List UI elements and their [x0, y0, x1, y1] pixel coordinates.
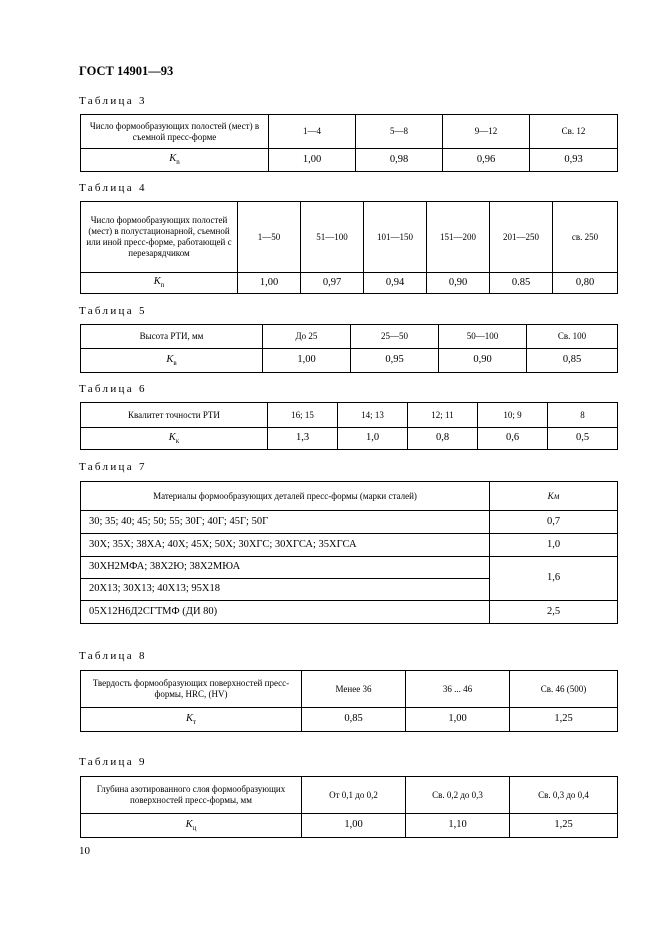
table6-col: 16; 15 — [268, 403, 338, 428]
table6-col: 14; 13 — [338, 403, 408, 428]
table3-col: 9—12 — [443, 115, 530, 149]
table9-symbol: $K_ц$ — [81, 814, 302, 838]
table4-value: 0,80 — [553, 273, 618, 294]
table4-col: св. 250 — [553, 202, 618, 273]
table6-value: 1,3 — [268, 428, 338, 450]
table7-material: 20Х13; 30Х13; 40Х13; 95Х18 — [81, 579, 490, 601]
table8 — [80, 670, 618, 732]
table6-value: 0,5 — [548, 428, 618, 450]
table5-header-label: Высота РТИ, мм — [81, 325, 263, 349]
page-number: 10 — [79, 845, 90, 857]
table5-value: 0,85 — [527, 349, 618, 373]
table9-value: 1,25 — [510, 814, 618, 838]
table8-value: 0,85 — [302, 708, 406, 732]
table4-value: 0.85 — [490, 273, 553, 294]
table9-col: Св. 0,2 до 0,3 — [406, 777, 510, 814]
table4-value: 0,97 — [301, 273, 364, 294]
table4-col: 51—100 — [301, 202, 364, 273]
table5-caption: Таблица 5 — [79, 305, 147, 317]
table7-material: 30ХН2МФА; 38Х2Ю; 38Х2МЮА — [81, 557, 490, 579]
table3 — [80, 114, 618, 172]
table8-header-label: Твердость формообразующих поверхностей пресс-формы, HRC, (HV) — [81, 671, 302, 708]
table8-col: Менее 36 — [302, 671, 406, 708]
table5-value: 0,95 — [351, 349, 439, 373]
table3-value: 1,00 — [269, 149, 356, 172]
table8-value: 1,00 — [406, 708, 510, 732]
table8-col: Св. 46 (500) — [510, 671, 618, 708]
table3-caption: Таблица 3 — [79, 95, 147, 107]
table3-value: 0,96 — [443, 149, 530, 172]
table8-symbol: $K_т$ — [81, 708, 302, 732]
table6 — [80, 402, 618, 450]
table3-value: 0,98 — [356, 149, 443, 172]
table6-col: 12; 11 — [408, 403, 478, 428]
table7-value: 1,0 — [490, 534, 618, 557]
table7-material: 30; 35; 40; 45; 50; 55; 30Г; 40Г; 45Г; 50Г — [81, 511, 490, 534]
table9-col: Св. 0,3 до 0,4 — [510, 777, 618, 814]
table9 — [80, 776, 618, 838]
table5-symbol: $K_в$ — [81, 349, 263, 373]
table5-col: До 25 — [263, 325, 351, 349]
table5-value: 0,90 — [439, 349, 527, 373]
table9-caption: Таблица 9 — [79, 756, 147, 768]
table3-col: 1—4 — [269, 115, 356, 149]
table7-material: 05Х12Н6Д2СГТМФ (ДИ 80) — [81, 601, 490, 624]
table7-header-label: Материалы формообразующих деталей пресс-формы (марки сталей) — [81, 482, 490, 511]
table4-value: 0,94 — [364, 273, 427, 294]
table5-col: 25—50 — [351, 325, 439, 349]
table9-header-label: Глубина азотированного слоя формообразующих поверхностей пресс-формы, мм — [81, 777, 302, 814]
table5-col: 50—100 — [439, 325, 527, 349]
document-title: ГОСТ 14901—93 — [79, 64, 174, 78]
table4-col: 201—250 — [490, 202, 553, 273]
table7-caption: Таблица 7 — [79, 461, 147, 473]
table4-col: 1—50 — [238, 202, 301, 273]
table7-value: 0,7 — [490, 511, 618, 534]
table3-value: 0,93 — [530, 149, 618, 172]
table6-col: 10; 9 — [478, 403, 548, 428]
table9-value: 1,00 — [302, 814, 406, 838]
table5-value: 1,00 — [263, 349, 351, 373]
table8-value: 1,25 — [510, 708, 618, 732]
table4 — [80, 201, 618, 294]
table6-value: 1,0 — [338, 428, 408, 450]
table7-coef-header: Kм — [490, 482, 618, 511]
table3-symbol: $K_n$ — [81, 149, 269, 172]
table7-value: 2,5 — [490, 601, 618, 624]
table7-material: 30Х; 35Х; 38ХА; 40Х; 45Х; 50Х; 30ХГС; 30ХГСА; 35ХГСА — [81, 534, 490, 557]
table3-col: Св. 12 — [530, 115, 618, 149]
table4-value: 0,90 — [427, 273, 490, 294]
table8-col: 36 ... 46 — [406, 671, 510, 708]
table9-col: От 0,1 до 0,2 — [302, 777, 406, 814]
table6-symbol: $K_к$ — [81, 428, 268, 450]
table7-value: 1,6 — [490, 557, 618, 601]
table3-col: 5—8 — [356, 115, 443, 149]
table6-caption: Таблица 6 — [79, 383, 147, 395]
table8-caption: Таблица 8 — [79, 650, 147, 662]
table4-value: 1,00 — [238, 273, 301, 294]
table5-col: Св. 100 — [527, 325, 618, 349]
table5 — [80, 324, 618, 373]
table7 — [80, 481, 618, 624]
table4-caption: Таблица 4 — [79, 182, 147, 194]
table4-header-label: Число формообразующих полостей (мест) в полустационарной, съемной или иной пресс-форме, работающей с перезарядчиком — [81, 202, 238, 273]
table4-symbol: $K_n$ — [81, 273, 238, 294]
table6-value: 0,8 — [408, 428, 478, 450]
table3-header-label: Число формообразующих полостей (мест) в съемной пресс-форме — [81, 115, 269, 149]
table9-value: 1,10 — [406, 814, 510, 838]
table6-col: 8 — [548, 403, 618, 428]
table4-col: 101—150 — [364, 202, 427, 273]
table6-value: 0,6 — [478, 428, 548, 450]
table6-header-label: Квалитет точности РТИ — [81, 403, 268, 428]
table4-col: 151—200 — [427, 202, 490, 273]
